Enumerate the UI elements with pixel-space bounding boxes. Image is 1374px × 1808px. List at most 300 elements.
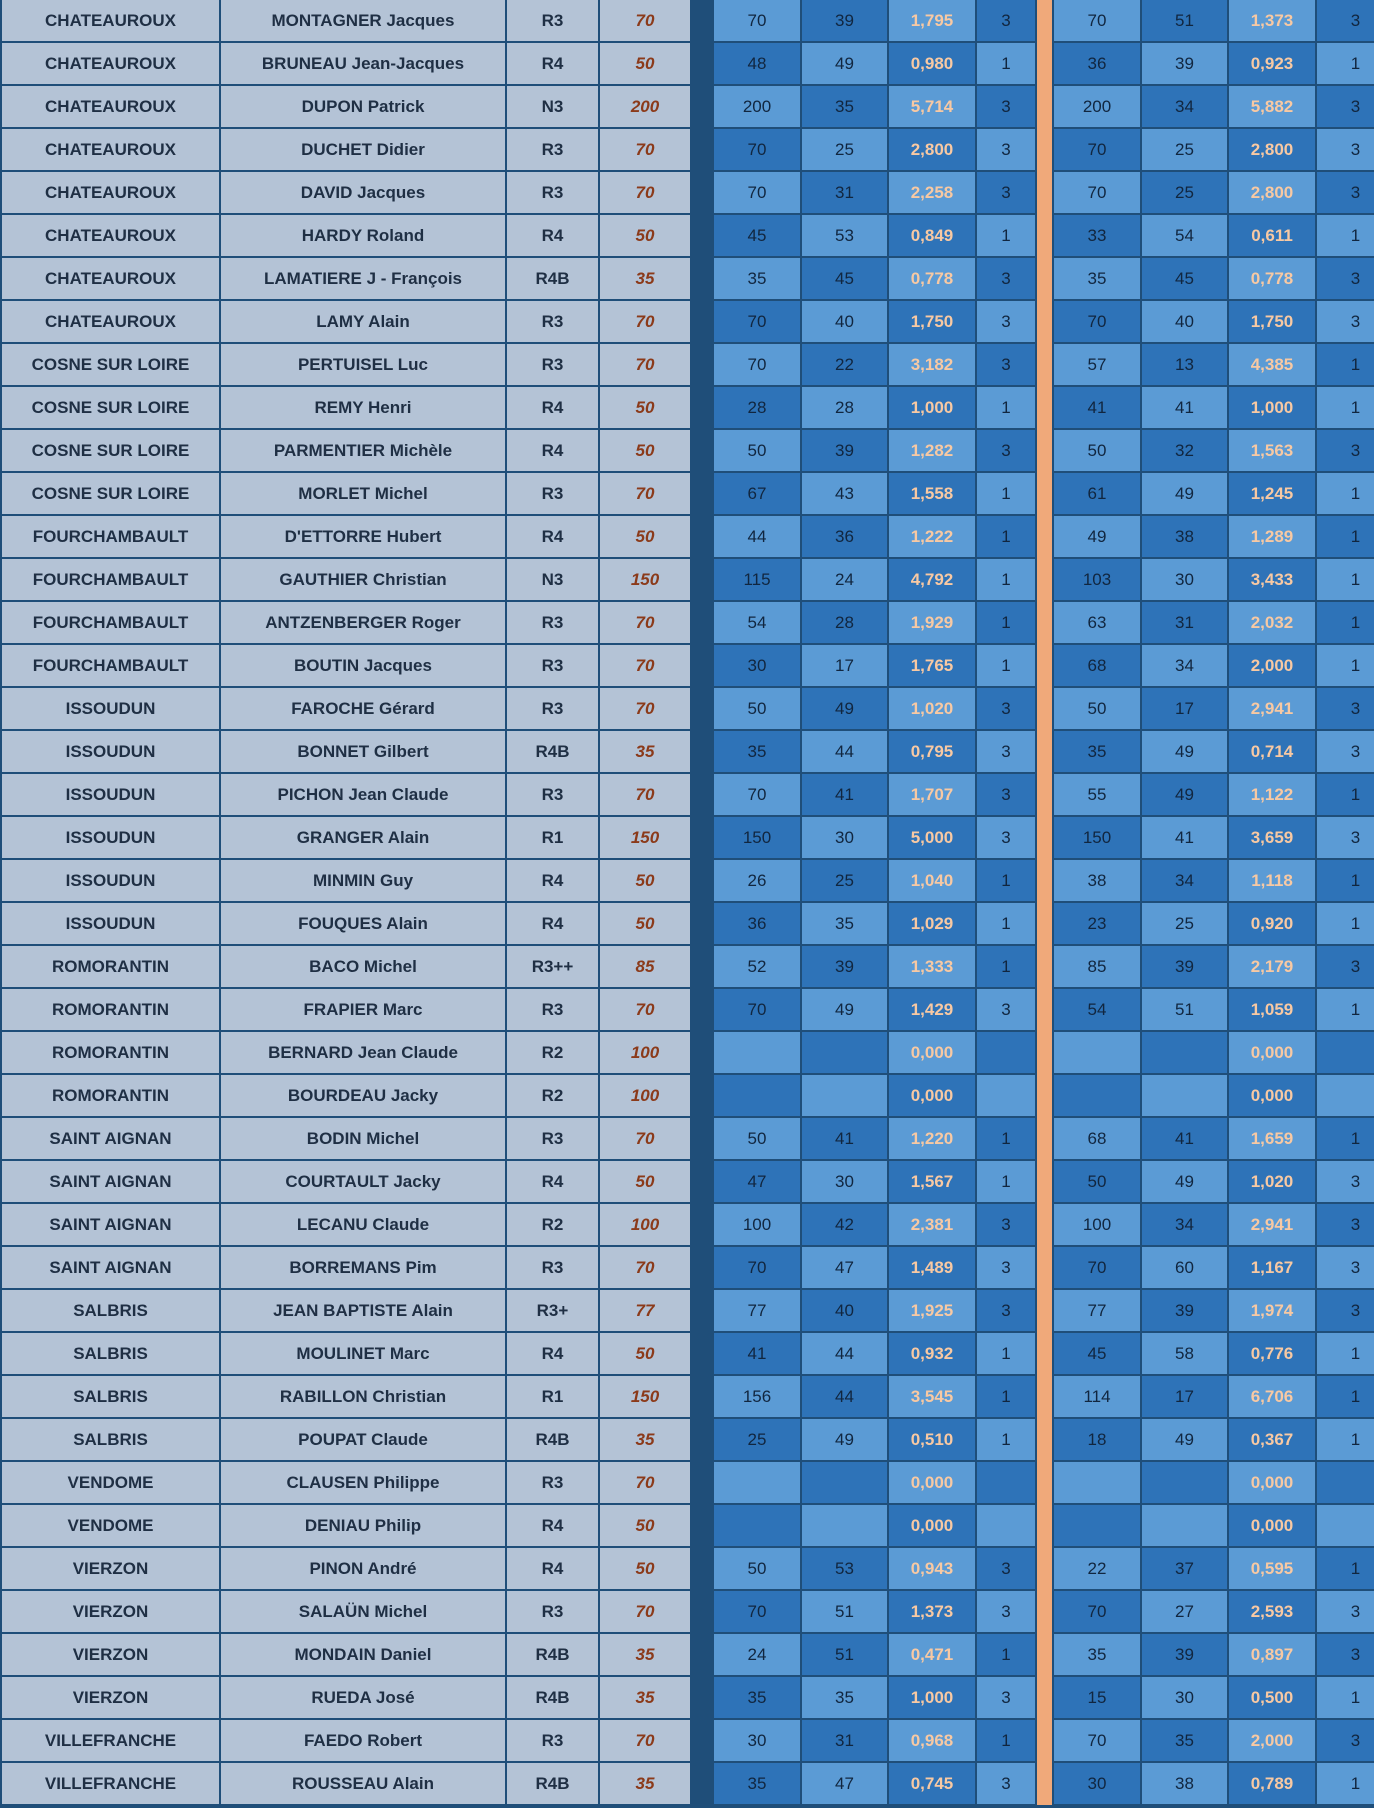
match2-result-cell: 1 <box>1316 601 1374 644</box>
points-cell: 70 <box>599 1246 691 1289</box>
match2-average-cell: 2,000 <box>1228 644 1316 687</box>
points-cell: 70 <box>599 1719 691 1762</box>
separator-cell <box>1036 730 1053 773</box>
category-cell: R4 <box>506 515 599 558</box>
match2-result-cell: 1 <box>1316 343 1374 386</box>
match2-innings-cell: 51 <box>1141 988 1228 1031</box>
player-name-cell: ROUSSEAU Alain <box>220 1762 506 1805</box>
match2-average-cell: 0,920 <box>1228 902 1316 945</box>
player-name-cell: LAMATIERE J - François <box>220 257 506 300</box>
category-cell: R4B <box>506 1762 599 1805</box>
spacer-cell <box>691 1719 713 1762</box>
separator-cell <box>1036 1504 1053 1547</box>
match2-average-cell: 2,593 <box>1228 1590 1316 1633</box>
match2-innings-cell: 38 <box>1141 515 1228 558</box>
separator-cell <box>1036 644 1053 687</box>
table-row <box>1 1676 1374 1719</box>
spacer-cell <box>691 300 713 343</box>
match1-innings-cell: 35 <box>801 85 888 128</box>
match2-innings-cell: 34 <box>1141 859 1228 902</box>
table-row <box>1 859 1374 902</box>
match1-result-cell: 3 <box>976 988 1036 1031</box>
points-cell: 50 <box>599 214 691 257</box>
match2-innings-cell <box>1141 1031 1228 1074</box>
club-cell: CHATEAUROUX <box>1 300 220 343</box>
match2-points-cell: 68 <box>1053 644 1141 687</box>
match1-innings-cell: 47 <box>801 1762 888 1805</box>
match1-result-cell: 1 <box>976 472 1036 515</box>
player-name-cell: MONTAGNER Jacques <box>220 0 506 42</box>
match1-points-cell: 70 <box>713 300 801 343</box>
player-name-cell: LECANU Claude <box>220 1203 506 1246</box>
match1-result-cell: 1 <box>976 558 1036 601</box>
match1-average-cell: 3,545 <box>888 1375 976 1418</box>
match2-result-cell: 3 <box>1316 128 1374 171</box>
match1-points-cell: 70 <box>713 0 801 42</box>
table-row <box>1 730 1374 773</box>
match2-result-cell: 1 <box>1316 1418 1374 1461</box>
match1-innings-cell: 43 <box>801 472 888 515</box>
club-cell: ISSOUDUN <box>1 773 220 816</box>
match2-result-cell: 1 <box>1316 1762 1374 1805</box>
points-cell: 100 <box>599 1031 691 1074</box>
match1-points-cell: 47 <box>713 1160 801 1203</box>
club-cell: COSNE SUR LOIRE <box>1 472 220 515</box>
match1-points-cell <box>713 1461 801 1504</box>
points-cell: 50 <box>599 1160 691 1203</box>
match2-innings-cell: 40 <box>1141 300 1228 343</box>
match2-average-cell: 1,020 <box>1228 1160 1316 1203</box>
club-cell: ISSOUDUN <box>1 816 220 859</box>
match2-average-cell: 1,000 <box>1228 386 1316 429</box>
spacer-cell <box>691 1074 713 1117</box>
match1-average-cell: 0,778 <box>888 257 976 300</box>
match1-innings-cell: 31 <box>801 1719 888 1762</box>
match2-innings-cell: 60 <box>1141 1246 1228 1289</box>
match1-result-cell <box>976 1461 1036 1504</box>
match2-result-cell: 1 <box>1316 1676 1374 1719</box>
match2-innings-cell: 25 <box>1141 902 1228 945</box>
match1-average-cell: 0,000 <box>888 1031 976 1074</box>
points-cell: 150 <box>599 816 691 859</box>
match1-points-cell: 50 <box>713 1547 801 1590</box>
table-row <box>1 773 1374 816</box>
match2-average-cell: 6,706 <box>1228 1375 1316 1418</box>
player-name-cell: PARMENTIER Michèle <box>220 429 506 472</box>
match2-points-cell <box>1053 1031 1141 1074</box>
table-row <box>1 558 1374 601</box>
match1-result-cell: 3 <box>976 1547 1036 1590</box>
match2-average-cell: 0,000 <box>1228 1461 1316 1504</box>
match1-points-cell: 44 <box>713 515 801 558</box>
player-name-cell: MINMIN Guy <box>220 859 506 902</box>
match2-innings-cell: 27 <box>1141 1590 1228 1633</box>
match2-points-cell: 50 <box>1053 1160 1141 1203</box>
match1-innings-cell: 24 <box>801 558 888 601</box>
match1-average-cell: 0,968 <box>888 1719 976 1762</box>
match2-average-cell: 2,179 <box>1228 945 1316 988</box>
match1-points-cell: 67 <box>713 472 801 515</box>
separator-cell <box>1036 429 1053 472</box>
match2-average-cell: 1,059 <box>1228 988 1316 1031</box>
match2-points-cell: 41 <box>1053 386 1141 429</box>
separator-cell <box>1036 1633 1053 1676</box>
spacer-cell <box>691 1590 713 1633</box>
player-name-cell: SALAÜN Michel <box>220 1590 506 1633</box>
match2-innings-cell: 34 <box>1141 1203 1228 1246</box>
table-row <box>1 1074 1374 1117</box>
table-row <box>1 1332 1374 1375</box>
table-row <box>1 1504 1374 1547</box>
category-cell: R3 <box>506 128 599 171</box>
match2-points-cell: 30 <box>1053 1762 1141 1805</box>
points-cell: 150 <box>599 1375 691 1418</box>
player-name-cell: FAEDO Robert <box>220 1719 506 1762</box>
match1-innings-cell <box>801 1074 888 1117</box>
match2-average-cell: 2,800 <box>1228 128 1316 171</box>
table-row <box>1 1590 1374 1633</box>
table-row <box>1 214 1374 257</box>
points-cell: 70 <box>599 1461 691 1504</box>
player-name-cell: FAROCHE Gérard <box>220 687 506 730</box>
player-name-cell: BOUTIN Jacques <box>220 644 506 687</box>
category-cell: R4B <box>506 257 599 300</box>
spacer-cell <box>691 1504 713 1547</box>
spacer-cell <box>691 171 713 214</box>
points-cell: 70 <box>599 1117 691 1160</box>
match2-innings-cell: 51 <box>1141 0 1228 42</box>
points-cell: 50 <box>599 429 691 472</box>
club-cell: FOURCHAMBAULT <box>1 644 220 687</box>
table-row <box>1 343 1374 386</box>
points-cell: 35 <box>599 1676 691 1719</box>
match1-result-cell: 1 <box>976 859 1036 902</box>
match2-average-cell: 0,789 <box>1228 1762 1316 1805</box>
match1-result-cell: 3 <box>976 687 1036 730</box>
match1-innings-cell: 35 <box>801 902 888 945</box>
category-cell: R3 <box>506 601 599 644</box>
category-cell: R3 <box>506 1590 599 1633</box>
club-cell: SAINT AIGNAN <box>1 1160 220 1203</box>
match1-points-cell: 30 <box>713 1719 801 1762</box>
category-cell: R4 <box>506 859 599 902</box>
match2-result-cell <box>1316 1031 1374 1074</box>
table-row <box>1 1547 1374 1590</box>
separator-cell <box>1036 1375 1053 1418</box>
spacer-cell <box>691 85 713 128</box>
spacer-cell <box>691 1332 713 1375</box>
match1-points-cell <box>713 1504 801 1547</box>
match1-result-cell: 1 <box>976 1332 1036 1375</box>
match1-innings-cell: 49 <box>801 1418 888 1461</box>
player-name-cell: FOUQUES Alain <box>220 902 506 945</box>
match2-points-cell: 22 <box>1053 1547 1141 1590</box>
match2-average-cell: 1,659 <box>1228 1117 1316 1160</box>
match2-innings-cell: 45 <box>1141 257 1228 300</box>
match2-average-cell: 2,941 <box>1228 1203 1316 1246</box>
club-cell: VENDOME <box>1 1504 220 1547</box>
match2-points-cell: 70 <box>1053 300 1141 343</box>
table-row <box>1 128 1374 171</box>
separator-cell <box>1036 687 1053 730</box>
match2-average-cell: 5,882 <box>1228 85 1316 128</box>
match2-result-cell: 3 <box>1316 1246 1374 1289</box>
match1-average-cell: 3,182 <box>888 343 976 386</box>
spacer-cell <box>691 558 713 601</box>
club-cell: VIERZON <box>1 1590 220 1633</box>
match2-result-cell: 3 <box>1316 1590 1374 1633</box>
category-cell: R3 <box>506 1246 599 1289</box>
match2-innings-cell: 49 <box>1141 730 1228 773</box>
points-cell: 70 <box>599 472 691 515</box>
match2-innings-cell: 13 <box>1141 343 1228 386</box>
match2-result-cell: 1 <box>1316 214 1374 257</box>
match1-result-cell: 1 <box>976 1160 1036 1203</box>
separator-cell <box>1036 1762 1053 1805</box>
match2-average-cell: 3,659 <box>1228 816 1316 859</box>
club-cell: SALBRIS <box>1 1332 220 1375</box>
match1-points-cell: 35 <box>713 257 801 300</box>
table-row <box>1 945 1374 988</box>
spacer-cell <box>691 1633 713 1676</box>
match2-result-cell <box>1316 1504 1374 1547</box>
match2-result-cell: 1 <box>1316 902 1374 945</box>
match1-innings-cell <box>801 1504 888 1547</box>
match1-innings-cell: 39 <box>801 945 888 988</box>
match2-result-cell: 3 <box>1316 1203 1374 1246</box>
spacer-cell <box>691 773 713 816</box>
separator-cell <box>1036 257 1053 300</box>
club-cell: CHATEAUROUX <box>1 257 220 300</box>
match1-average-cell: 0,471 <box>888 1633 976 1676</box>
match1-innings-cell: 40 <box>801 1289 888 1332</box>
match1-result-cell: 3 <box>976 300 1036 343</box>
match1-result-cell: 3 <box>976 1676 1036 1719</box>
separator-cell <box>1036 816 1053 859</box>
match2-innings-cell: 49 <box>1141 1418 1228 1461</box>
spacer-cell <box>691 1203 713 1246</box>
spacer-cell <box>691 257 713 300</box>
match2-result-cell <box>1316 1074 1374 1117</box>
separator-cell <box>1036 1590 1053 1633</box>
table-row <box>1 257 1374 300</box>
match2-points-cell: 100 <box>1053 1203 1141 1246</box>
match1-average-cell: 1,029 <box>888 902 976 945</box>
club-cell: ISSOUDUN <box>1 902 220 945</box>
points-cell: 50 <box>599 1332 691 1375</box>
match2-innings-cell: 39 <box>1141 945 1228 988</box>
match1-innings-cell: 51 <box>801 1590 888 1633</box>
spacer-cell <box>691 42 713 85</box>
match1-innings-cell: 44 <box>801 1375 888 1418</box>
match2-average-cell: 0,776 <box>1228 1332 1316 1375</box>
points-cell: 100 <box>599 1074 691 1117</box>
match1-average-cell: 1,929 <box>888 601 976 644</box>
match2-average-cell: 1,750 <box>1228 300 1316 343</box>
club-cell: SALBRIS <box>1 1289 220 1332</box>
category-cell: R2 <box>506 1203 599 1246</box>
match2-points-cell: 70 <box>1053 1246 1141 1289</box>
match1-average-cell: 1,750 <box>888 300 976 343</box>
separator-cell <box>1036 1676 1053 1719</box>
match2-points-cell <box>1053 1074 1141 1117</box>
category-cell: R4B <box>506 1418 599 1461</box>
match1-result-cell: 1 <box>976 1633 1036 1676</box>
match2-innings-cell <box>1141 1074 1228 1117</box>
club-cell: VIERZON <box>1 1547 220 1590</box>
match1-result-cell: 3 <box>976 1590 1036 1633</box>
table-row <box>1 1719 1374 1762</box>
match2-innings-cell: 49 <box>1141 773 1228 816</box>
club-cell: FOURCHAMBAULT <box>1 601 220 644</box>
club-cell: ISSOUDUN <box>1 687 220 730</box>
player-name-cell: DAVID Jacques <box>220 171 506 214</box>
table-row <box>1 42 1374 85</box>
match1-average-cell: 1,567 <box>888 1160 976 1203</box>
match1-innings-cell: 49 <box>801 687 888 730</box>
match1-result-cell: 1 <box>976 1117 1036 1160</box>
match1-average-cell: 4,792 <box>888 558 976 601</box>
club-cell: SAINT AIGNAN <box>1 1117 220 1160</box>
match2-points-cell: 70 <box>1053 0 1141 42</box>
table-row <box>1 171 1374 214</box>
match1-result-cell: 1 <box>976 1719 1036 1762</box>
category-cell: R3 <box>506 472 599 515</box>
match1-points-cell: 25 <box>713 1418 801 1461</box>
match2-points-cell: 61 <box>1053 472 1141 515</box>
match1-average-cell: 1,558 <box>888 472 976 515</box>
spacer-cell <box>691 1676 713 1719</box>
match2-points-cell: 54 <box>1053 988 1141 1031</box>
category-cell: R4B <box>506 1676 599 1719</box>
match1-points-cell <box>713 1031 801 1074</box>
separator-cell <box>1036 1074 1053 1117</box>
match1-points-cell: 70 <box>713 1246 801 1289</box>
club-cell: VILLEFRANCHE <box>1 1762 220 1805</box>
match1-average-cell: 1,220 <box>888 1117 976 1160</box>
points-cell: 35 <box>599 257 691 300</box>
category-cell: R3 <box>506 171 599 214</box>
match2-innings-cell: 41 <box>1141 386 1228 429</box>
separator-cell <box>1036 472 1053 515</box>
category-cell: R4 <box>506 1160 599 1203</box>
match1-points-cell: 70 <box>713 988 801 1031</box>
match1-innings-cell: 25 <box>801 859 888 902</box>
match1-average-cell: 1,489 <box>888 1246 976 1289</box>
player-name-cell: RABILLON Christian <box>220 1375 506 1418</box>
player-name-cell: REMY Henri <box>220 386 506 429</box>
points-cell: 50 <box>599 1547 691 1590</box>
player-name-cell: GRANGER Alain <box>220 816 506 859</box>
match1-average-cell: 2,381 <box>888 1203 976 1246</box>
club-cell: SALBRIS <box>1 1418 220 1461</box>
match2-result-cell: 1 <box>1316 386 1374 429</box>
club-cell: ROMORANTIN <box>1 1074 220 1117</box>
player-name-cell: POUPAT Claude <box>220 1418 506 1461</box>
match1-result-cell: 1 <box>976 902 1036 945</box>
table-row <box>1 300 1374 343</box>
category-cell: R3 <box>506 773 599 816</box>
match1-average-cell: 0,932 <box>888 1332 976 1375</box>
match1-points-cell: 70 <box>713 128 801 171</box>
match2-result-cell: 1 <box>1316 644 1374 687</box>
match1-innings-cell: 30 <box>801 816 888 859</box>
match1-average-cell: 2,800 <box>888 128 976 171</box>
table-row <box>1 601 1374 644</box>
match1-average-cell: 0,510 <box>888 1418 976 1461</box>
table-row <box>1 1289 1374 1332</box>
match1-average-cell: 1,707 <box>888 773 976 816</box>
table-row <box>1 902 1374 945</box>
match1-average-cell: 1,333 <box>888 945 976 988</box>
spacer-cell <box>691 601 713 644</box>
match1-points-cell: 28 <box>713 386 801 429</box>
match1-points-cell: 70 <box>713 1590 801 1633</box>
match2-points-cell: 57 <box>1053 343 1141 386</box>
separator-cell <box>1036 386 1053 429</box>
player-name-cell: BRUNEAU Jean-Jacques <box>220 42 506 85</box>
spacer-cell <box>691 1762 713 1805</box>
match1-result-cell: 3 <box>976 429 1036 472</box>
match2-innings-cell: 35 <box>1141 1719 1228 1762</box>
points-cell: 77 <box>599 1289 691 1332</box>
match2-points-cell <box>1053 1504 1141 1547</box>
match2-points-cell: 70 <box>1053 1719 1141 1762</box>
match1-innings-cell: 30 <box>801 1160 888 1203</box>
separator-cell <box>1036 214 1053 257</box>
match1-result-cell: 1 <box>976 644 1036 687</box>
match1-result-cell: 3 <box>976 816 1036 859</box>
category-cell: R4 <box>506 42 599 85</box>
match2-innings-cell: 58 <box>1141 1332 1228 1375</box>
match2-average-cell: 0,367 <box>1228 1418 1316 1461</box>
separator-cell <box>1036 1332 1053 1375</box>
table-row <box>1 1461 1374 1504</box>
match2-innings-cell: 30 <box>1141 1676 1228 1719</box>
points-cell: 150 <box>599 558 691 601</box>
category-cell: R2 <box>506 1074 599 1117</box>
match1-points-cell: 70 <box>713 343 801 386</box>
match1-points-cell: 70 <box>713 171 801 214</box>
match2-average-cell: 0,500 <box>1228 1676 1316 1719</box>
club-cell: CHATEAUROUX <box>1 171 220 214</box>
spacer-cell <box>691 730 713 773</box>
points-cell: 50 <box>599 859 691 902</box>
separator-cell <box>1036 1289 1053 1332</box>
match1-points-cell: 115 <box>713 558 801 601</box>
match2-points-cell: 70 <box>1053 1590 1141 1633</box>
category-cell: R4B <box>506 1633 599 1676</box>
points-cell: 70 <box>599 687 691 730</box>
table-row <box>1 687 1374 730</box>
club-cell: SAINT AIGNAN <box>1 1203 220 1246</box>
category-cell: R4 <box>506 902 599 945</box>
spacer-cell <box>691 1547 713 1590</box>
category-cell: R3 <box>506 300 599 343</box>
spacer-cell <box>691 687 713 730</box>
table-row <box>1 1160 1374 1203</box>
match1-result-cell <box>976 1031 1036 1074</box>
match2-points-cell: 15 <box>1053 1676 1141 1719</box>
match1-result-cell: 1 <box>976 386 1036 429</box>
table-row <box>1 1246 1374 1289</box>
table-body <box>1 0 1374 1805</box>
match2-result-cell: 3 <box>1316 300 1374 343</box>
player-name-cell: HARDY Roland <box>220 214 506 257</box>
match1-result-cell: 3 <box>976 171 1036 214</box>
match2-result-cell: 1 <box>1316 1547 1374 1590</box>
match2-points-cell: 150 <box>1053 816 1141 859</box>
